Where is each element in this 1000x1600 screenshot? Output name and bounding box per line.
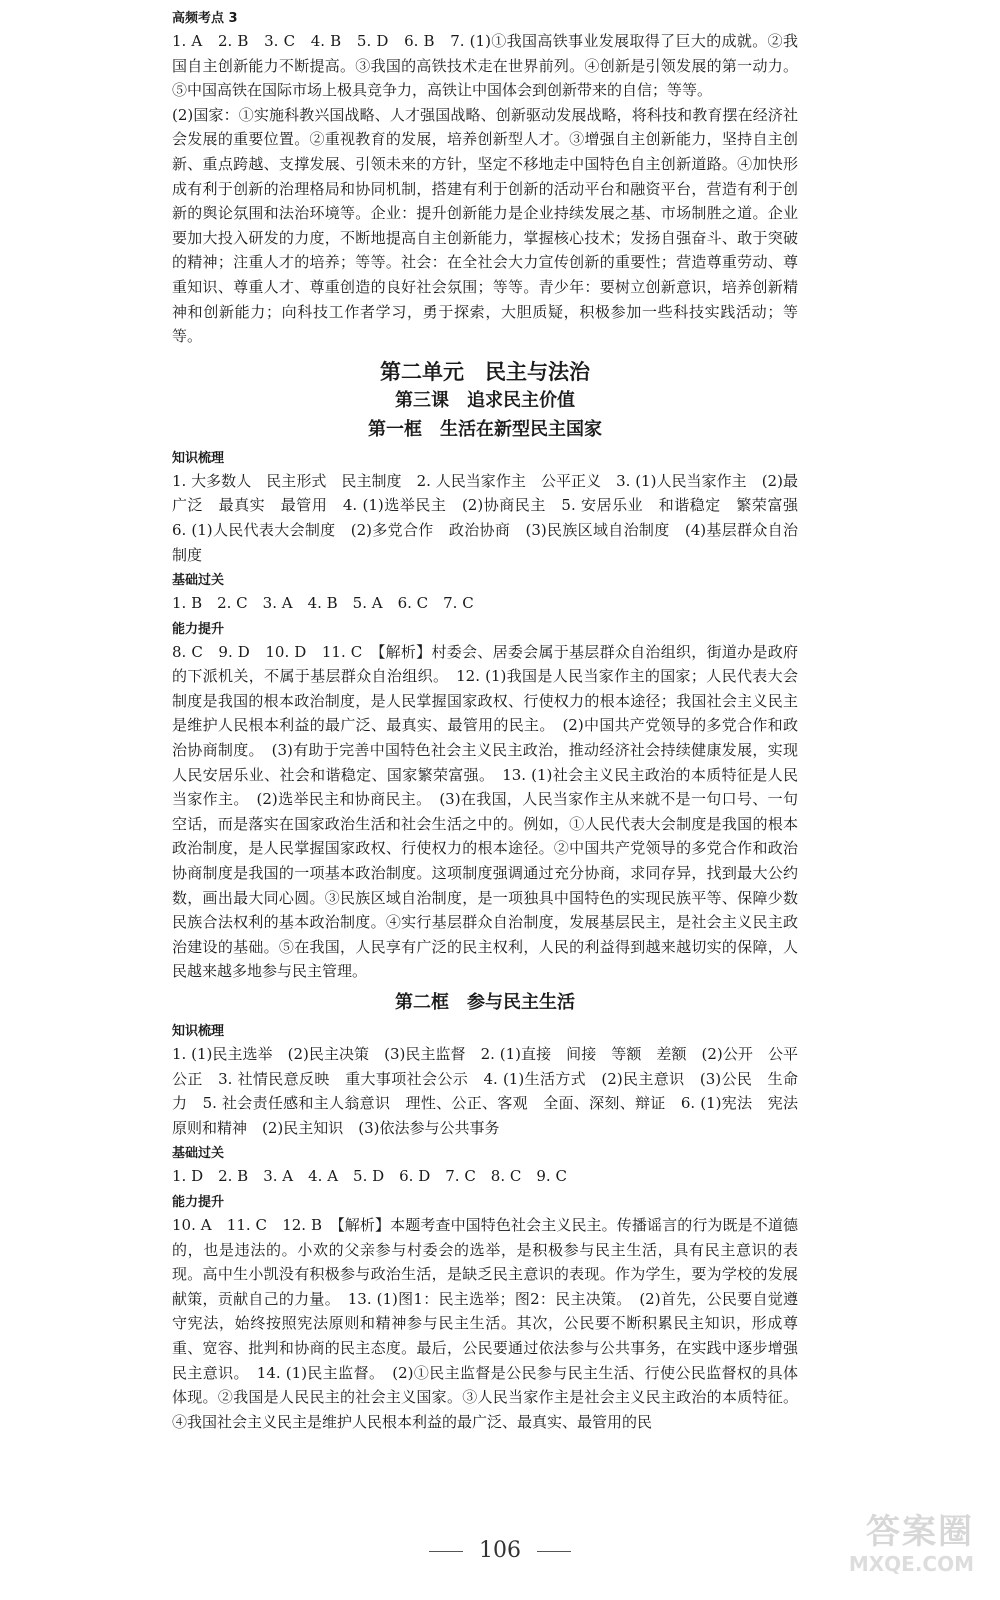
knowledge-answers: 1. 大多数人 民主形式 民主制度 2. 人民当家作主 公平正义 3. (1)人民当家作主 (2)最广泛 最真实 最管用 4. (1)选举民主 (2)协商民主 5. 安居乐业 和谐稳定 繁荣富强 6. (1)人民代表大会制度 (2)多党合作 政治协商 (3)民族区域自治制度 (4)基层群众自治制度 <box>172 471 814 564</box>
unit-title: 第二单元 民主与法治 <box>380 358 590 384</box>
lesson-title: 第三课 追求民主价值 <box>395 389 575 411</box>
page-number-dash <box>537 1551 571 1552</box>
section-heading: 高频考点 3 <box>172 11 238 26</box>
basic-answers: 1. D 2. B 3. A 4. A 5. D 6. D 7. C 8. C 9. C <box>172 1167 567 1186</box>
watermark-latin: MXQE.COM <box>848 1552 974 1576</box>
knowledge-answers: 1. (1)民主选举 (2)民主决策 (3)民主监督 2. (1)直接 间接 等额 差额 (2)公开 公平 公正 3. 社情民意反映 重大事项社会公示 4. (1)生活方式 (2)民主意识 (3)公民 生命力 5. 社会责任感和主人翁意识 理性、公正、客观 全面、深刻、辩证 6. (1)宪法 宪法原则和精神 (2)民主知识 (3)依法参与公共事务 <box>172 1045 814 1137</box>
ability-label: 能力提升 <box>172 621 225 637</box>
watermark-logo <box>804 1512 974 1590</box>
frame-title: 第二框 参与民主生活 <box>395 992 575 1013</box>
ability-answers: 10. A 11. C 12. B 【解析】本题考查中国特色社会主义民主。传播谣言的行为既是不道德的，也是违法的。小欢的父亲参与村委会的选举，是积极参与民主生活，具有民主意识的表现。高中生小凯没有积极参与政治生活，是缺乏民主意识的表现。作为学生，要为学校的发展献策，贡献自己的力量。 13. (1)图1：民主选举；图2：民主决策。 (2)首先，公民要自觉遵守宪法，始终按照宪法原则和精神参与民主生活。其次，公民要不断积累民主知识，形成尊重、宽容、批判和协商的民主态度。最后，公民要通过依法参与公共事务，在实践中逐步增强民主意识。 14. (1)民主监督。 (2)①民主监督是公民参与民主生活、行使公民监督权的具体体现。②我国是人民民主的社会主义国家。③人民当家作主是社会主义民主政治的本质特征。④我国社会主义民主是维护人民根本利益的最广泛、最真实、最管用的民 <box>172 1215 798 1431</box>
basic-label: 基础过关 <box>172 573 225 589</box>
basic-answers: 1. B 2. C 3. A 4. B 5. A 6. C 7. C <box>172 594 474 613</box>
section-answers-paragraph: 1. A 2. B 3. C 4. B 5. D 6. B 7. (1)①我国高铁事业发展取得了巨大的成就。②我国自主创新能力不断提高。③我国的高铁技术走在世界前列。④创新是引领发展的第一动力。⑤中国高铁在国际市场上极具竞争力，高铁让中国体会到创新带来的自信；等等。 <box>172 32 798 100</box>
ability-answers: 8. C 9. D 10. D 11. C 【解析】村委会、居委会属于基层群众自治组织，街道办是政府的下派机关，不属于基层群众自治组织。 12. (1)我国是人民当家作主的国家；人民代表大会制度是我国的根本政治制度，是人民掌握国家政权、行使权力的根本途径；我国社会主义民主是维护人民根本利益的最广泛、最真实、最管用的民主。 (2)中国共产党领导的多党合作和政治协商制度。 (3)有助于完善中国特色社会主义民主政治，推动经济社会持续健康发展，实现人民安居乐业、社会和谐稳定、国家繁荣富强。 13. (1)社会主义民主政治的本质特征是人民当家作主。 (2)选举民主和协商民主。 (3)在我国，人民当家作主从来就不是一句口号、一句空话，而是落实在国家政治生活和社会生活之中的。例如，①人民代表大会制度是我国的根本政治制度，是人民掌握国家政权、行使权力的根本途径。②中国共产党领导的多党合作和政治协商制度是我国的一项基本政治制度。这项制度强调通过充分协商，求同存异，找到最大公约数，画出最大同心圆。③民族区域自治制度，是一项独具中国特色的实现民族平等、保障少数民族合法权利的基本政治制度。④实行基层群众自治制度，发展基层民主，是社会主义民主政治建设的基础。⑤在我国，人民享有广泛的民主权利，人民的利益得到越来越切实的保障，人民越来越多地参与民主管理。 <box>172 642 798 981</box>
frame-title: 第一框 生活在新型民主国家 <box>368 418 602 440</box>
watermark-chinese: 答案圈 <box>866 1512 974 1552</box>
knowledge-label: 知识梳理 <box>172 450 225 466</box>
knowledge-label: 知识梳理 <box>172 1024 225 1039</box>
page-number-dash <box>429 1551 463 1552</box>
basic-label: 基础过关 <box>172 1146 225 1162</box>
section-answers-paragraph: (2)国家：①实施科教兴国战略、人才强国战略、创新驱动发展战略，将科技和教育摆在经济社会发展的重要位置。②重视教育的发展，培养创新型人才。③增强自主创新能力，坚持自主创新、重点跨越、支撑发展、引领未来的方针，坚定不移地走中国特色自主创新道路。④加快形成有利于创新的治理格局和协同机制，搭建有利于创新的活动平台和融资平台，营造有利于创新的舆论氛围和法治环境等。企业：提升创新能力是企业持续发展之基、市场制胜之道。企业要加大投入研发的力度，不断地提高自主创新能力，掌握核心技术；发扬自强奋斗、敢于突破的精神；注重人才的培养；等等。社会：在全社会大力宣传创新的重要性；营造尊重劳动、尊重知识、尊重人才、尊重创造的良好社会氛围；等等。青少年：要树立创新意识，培养创新精神和创新能力；向科技工作者学习，勇于探索，大胆质疑，积极参加一些科技实践活动；等等。 <box>172 105 798 346</box>
page-number-value: 106 <box>479 1538 521 1563</box>
answer-page <box>172 8 814 1434</box>
ability-label: 能力提升 <box>172 1194 225 1210</box>
